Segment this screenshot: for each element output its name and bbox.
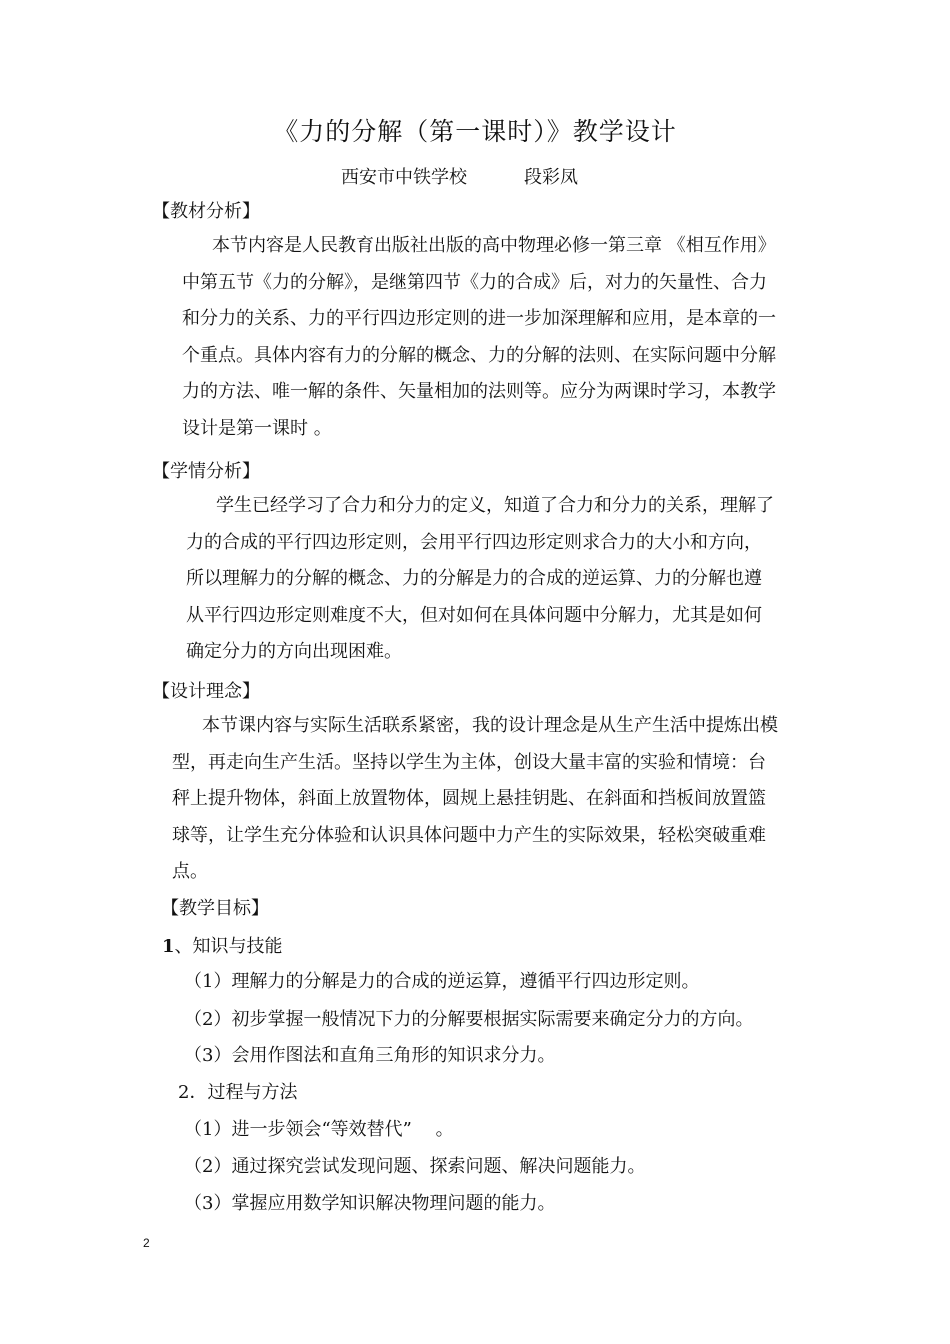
text-line: 和分力的关系、力的平行四边形定则的进一步加深理解和应用，是本章的一 [182,308,776,329]
text-line: 点。 [172,861,208,882]
section-heading-goals: 【教学目标】 [161,898,269,919]
text-line: 秤上提升物体，斜面上放置物体，圆规上悬挂钥匙、在斜面和挡板间放置篮 [172,788,766,809]
text-line: 个重点。具体内容有力的分解的概念、力的分解的法则、在实际问题中分解 [182,344,776,366]
page-title: 《力的分解（第一课时）》教学设计 [273,117,677,146]
text-line: 型，再走向生产生活。坚持以学生为主体，创设大量丰富的实验和情境：台 [172,751,766,773]
section-body-material [182,228,822,447]
text-line: 中第五节《力的分解》，是继第四节《力的合成》后，对力的矢量性、合力 [182,271,767,293]
text-line: 力的方法、唯一解的条件、矢量相加的法则等。应分为两课时学习，本教学 [182,381,776,402]
section-heading-concept: 【设计理念】 [152,681,260,702]
text-line: 学生已经学习了合力和分力的定义，知道了合力和分力的关系，理解了 [216,495,774,516]
section-body-concept [172,708,822,891]
goal-group-1-title: 、知识与技能 [174,936,283,957]
text-line: 所以理解力的分解的概念、力的分解是力的合成的逆运算、力的分解也遵 [186,568,762,589]
section-body-students [186,488,826,671]
author-school: 西安市中铁学校 [341,167,467,188]
text-line: 本节课内容与实际生活联系紧密，我的设计理念是从生产生活中提炼出模 [202,715,778,736]
goal-group-1-number: 1 [162,936,175,957]
goal-item: （3）掌握应用数学知识解决物理问题的能力。 [184,1193,556,1214]
text-line: 从平行四边形定则难度不大，但对如何在具体问题中分解力，尤其是如何 [186,604,762,626]
text-line: 设计是第一课时 。 [182,417,332,439]
goal-item: （2）通过探究尝试发现问题、探索问题、解决问题能力。 [184,1156,646,1177]
goal-item: （2）初步掌握一般情况下力的分解要根据实际需要来确定分力的方向。 [184,1009,754,1030]
text-line: 球等，让学生充分体验和认识具体问题中力产生的实际效果，轻松突破重难 [172,824,766,846]
text-line: 力的合成的平行四边形定则，会用平行四边形定则求合力的大小和方向， [186,531,762,553]
text-line: 本节内容是人民教育出版社出版的高中物理必修一第三章 《相互作用》 [212,235,776,256]
goal-item: （3）会用作图法和直角三角形的知识求分力。 [184,1045,556,1066]
text-line: 确定分力的方向出现困难。 [186,641,402,662]
author-name: 段彩凤 [524,167,578,188]
goal-item: （1）理解力的分解是力的合成的逆运算，遵循平行四边形定则。 [184,971,700,992]
goal-group-2-heading: 2．过程与方法 [178,1082,298,1103]
page-number: 2 [143,1236,150,1250]
goal-group-1-heading [162,932,283,958]
goal-item: （1）进一步领会“等效替代” 。 [184,1119,454,1140]
section-heading-material: 【教材分析】 [152,201,260,222]
section-heading-students: 【学情分析】 [152,461,260,482]
